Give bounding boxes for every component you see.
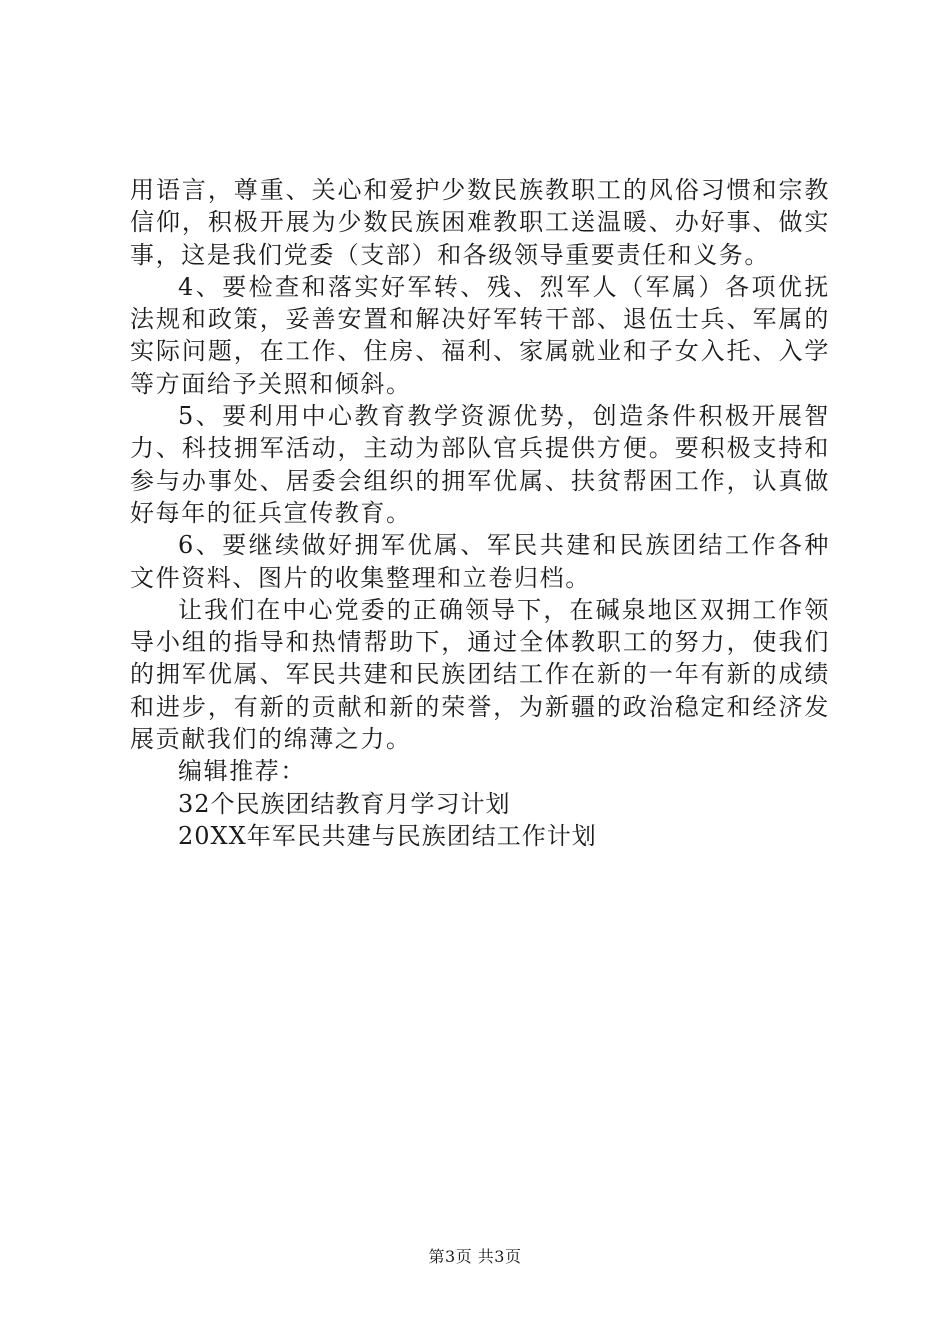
- paragraph-closing: 让我们在中心党委的正确领导下，在碱泉地区双拥工作领导小组的指导和热情帮助下，通过全体教职工的努力，使我们的拥军优属、军民共建和民族团结工作在新的一年有新的成绩和进步，有新的贡献和新的荣誉，为新疆的政治稳定和经济发展贡献我们的绵薄之力。: [130, 595, 830, 754]
- recommend-link-2[interactable]: 20XX年军民共建与民族团结工作计划: [178, 821, 597, 850]
- recommend-heading: 编辑推荐：: [178, 757, 306, 786]
- page-number-footer: 第3页 共3页: [428, 1247, 522, 1266]
- document-body: [130, 174, 830, 852]
- paragraph-continuation: 用语言，尊重、关心和爱护少数民族教职工的风俗习惯和宗教信仰，积极开展为少数民族困难教职工送温暖、办好事、做实事，这是我们党委（支部）和各级领导重要责任和义务。: [130, 176, 830, 269]
- paragraph-item-6: 6、要继续做好拥军优属、军民共建和民族团结工作各种文件资料、图片的收集整理和立卷归档。: [130, 531, 830, 592]
- paragraph-item-4: 4、要检查和落实好军转、残、烈军人（军属）各项优抚法规和政策，妥善安置和解决好军转干部、退伍士兵、军属的实际问题，在工作、住房、福利、家属就业和子女入托、入学等方面给予关照和倾斜。: [130, 272, 830, 398]
- recommend-link-1[interactable]: 32个民族团结教育月学习计划: [178, 789, 511, 818]
- paragraph-item-5: 5、要利用中心教育教学资源优势，创造条件积极开展智力、科技拥军活动，主动为部队官兵提供方便。要积极支持和参与办事处、居委会组织的拥军优属、扶贫帮困工作，认真做好每年的征兵宣传教育。: [130, 402, 830, 527]
